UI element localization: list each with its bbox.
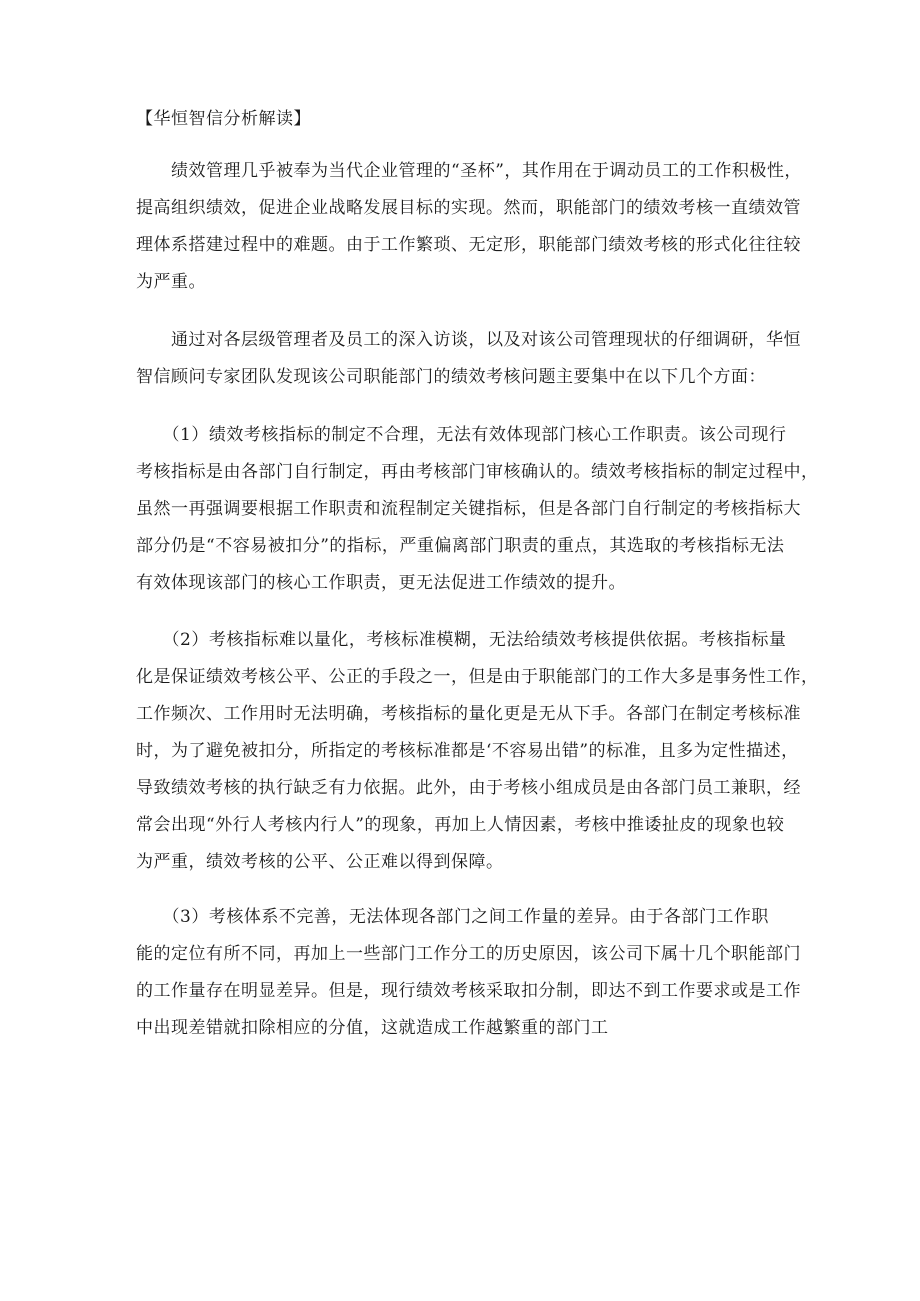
text-line: 理体系搭建过程中的难题。由于工作繁琐、无定形，职能部门绩效考核的形式化往往较 <box>136 235 801 255</box>
text-line: 的工作量存在明显差异。但是，现行绩效考核采取扣分制，即达不到工作要求或是工作 <box>136 981 801 1001</box>
text-line: 为严重。 <box>136 272 206 292</box>
text-line: 导致绩效考核的执行缺乏有力依据。此外，由于考核小组成员是由各部门员工兼职，经 <box>136 778 801 798</box>
text-line: （3）考核体系不完善，无法体现各部门之间工作量的差异。由于各部门工作职 <box>136 907 769 927</box>
text-line: 考核指标是由各部门自行制定，再由考核部门审核确认的。绩效考核指标的制定过程中， <box>136 462 819 482</box>
paragraph-issue-3 <box>136 899 801 1047</box>
text-line: 中出现差错就扣除相应的分值，这就造成工作越繁重的部门工 <box>136 1018 609 1038</box>
text-line: 化是保证绩效考核公平、公正的手段之一，但是由于职能部门的工作大多是事务性工作， <box>136 667 819 687</box>
text-line: 有效体现该部门的核心工作职责，更无法促进工作绩效的提升。 <box>136 573 626 593</box>
text-line: 通过对各层级管理者及员工的深入访谈，以及对该公司管理现状的仔细调研，华恒 <box>136 330 801 350</box>
text-line: 工作频次、工作用时无法明确，考核指标的量化更是无从下手。各部门在制定考核标准 <box>136 704 801 724</box>
text-line: 部分仍是“不容易被扣分”的指标，严重偏离部门职责的重点，其选取的考核指标无法 <box>136 536 785 556</box>
text-line: 能的定位有所不同，再加上一些部门工作分工的历史原因，该公司下属十几个职能部门 <box>136 944 801 964</box>
section-heading: 【华恒智信分析解读】 <box>136 109 311 129</box>
text-line: 常会出现“外行人考核内行人”的现象，再加上人情因素，考核中推诿扯皮的现象也较 <box>136 815 785 835</box>
text-line: 为严重，绩效考核的公平、公正难以得到保障。 <box>136 852 504 872</box>
text-line: 提高组织绩效，促进企业战略发展目标的实现。然而，职能部门的绩效考核一直绩效管 <box>136 198 801 218</box>
paragraph-intro <box>136 153 802 301</box>
text-line: 智信顾问专家团队发现该公司职能部门的绩效考核问题主要集中在以下几个方面： <box>136 367 766 387</box>
text-line: 虽然一再强调要根据工作职责和流程制定关键指标，但是各部门自行制定的考核指标大 <box>136 499 801 519</box>
text-line: 绩效管理几乎被奉为当代企业管理的“圣杯”，其作用在于调动员工的工作积极性， <box>136 161 802 181</box>
text-line: （2）考核指标难以量化，考核标准模糊，无法给绩效考核提供依据。考核指标量 <box>136 630 787 650</box>
text-line: 时，为了避免被扣分，所指定的考核标准都是‘不容易出错”的标准，且多为定性描述， <box>136 741 799 761</box>
paragraph-issue-1 <box>136 417 819 602</box>
paragraph-issue-2 <box>136 622 819 881</box>
text-line: （1）绩效考核指标的制定不合理，无法有效体现部门核心工作职责。该公司现行 <box>136 425 787 445</box>
paragraph-findings-intro <box>136 322 801 396</box>
